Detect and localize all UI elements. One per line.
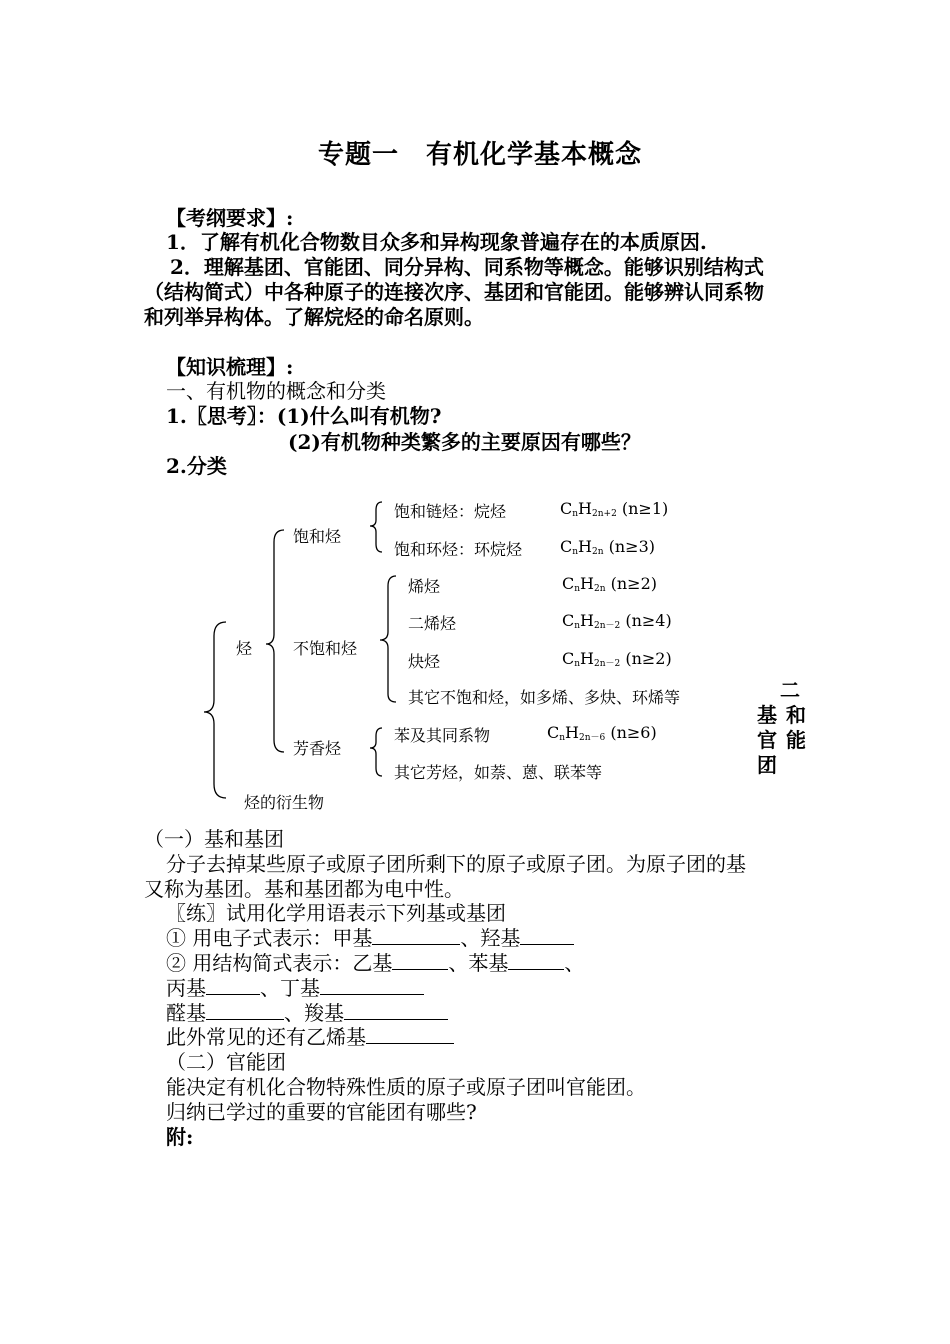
answer-blank[interactable] [206, 976, 260, 995]
side-char: 能 [786, 728, 806, 752]
exercise-text: ② 用结构简式表示：乙基 [166, 951, 393, 975]
answer-blank[interactable] [372, 926, 460, 945]
answer-blank[interactable] [508, 951, 564, 970]
saturated-brace [370, 502, 382, 552]
requirement-item-1: 1．了解有机化合物数目众多和异构现象普遍存在的本质原因. [166, 230, 707, 254]
row-name: 烯烃 [408, 577, 441, 596]
exercise-text: 、羧基 [284, 1001, 344, 1025]
side-char: 基 [757, 703, 777, 727]
row-name: 饱和环烃：环烷烃 [394, 540, 523, 559]
root-brace [204, 622, 226, 798]
page-title: 专题一 有机化学基本概念 [318, 140, 643, 170]
classification-heading: 2.分类 [166, 454, 227, 478]
answer-blank[interactable] [366, 1025, 454, 1044]
functional-line-2: 归纳已学过的重要的官能团有哪些? [166, 1100, 477, 1124]
exercise-text: 此外常见的还有乙烯基 [166, 1025, 366, 1049]
exercise-text: 、丁基 [260, 976, 320, 1000]
functional-heading: （二）官能团 [166, 1050, 286, 1074]
side-char: 团 [757, 753, 777, 777]
unsaturated-label: 不饱和烃 [293, 639, 358, 658]
answer-blank[interactable] [520, 926, 574, 945]
exercise-text: 丙基 [166, 976, 206, 1000]
think-question-2: (2)有机物种类繁多的主要原因有哪些？ [288, 430, 641, 454]
exercise-text: ① 用电子式表示：甲基 [166, 926, 373, 950]
exercise-text: 、 [564, 951, 585, 975]
derivative-label: 烃的衍生物 [244, 793, 325, 812]
root-label: 烃 [236, 639, 253, 658]
requirement-item-2-line-2: （结构简式）中各种原子的连接次序、基团和官能团。能够辨认同系物 [144, 280, 764, 304]
aromatic-label: 芳香烃 [293, 739, 342, 758]
row-formula: $C_nH_{2n+2}$ (n≥1) [560, 499, 669, 519]
requirements-heading: 【考纲要求】: [166, 206, 294, 230]
answer-blank[interactable] [392, 951, 448, 970]
think-question-1: 1.〖思考〗：(1)什么叫有机物? [166, 404, 442, 428]
exercise-text: 、羟基 [460, 926, 521, 950]
radicals-paragraph-line-2: 又称为基团。基和基团都为电中性。 [144, 877, 464, 901]
functional-line-3: 附: [166, 1125, 194, 1149]
requirement-item-2-line-3: 和列举异构体。了解烷烃的命名原则。 [144, 305, 484, 329]
side-char: 官 [757, 728, 777, 752]
row-name: 其它芳烃，如萘、蒽、联苯等 [394, 763, 603, 782]
answer-blank[interactable] [320, 976, 424, 995]
row-name: 其它不饱和烃，如多烯、多炔、环烯等 [408, 688, 681, 707]
functional-line-1: 能决定有机化合物特殊性质的原子或原子团叫官能团。 [166, 1075, 646, 1099]
side-char: 二 [780, 678, 800, 702]
saturated-label: 饱和烃 [293, 527, 342, 546]
row-formula: $C_nH_{2n}$ (n≥2) [562, 574, 657, 594]
radicals-paragraph-line-1: 分子去掉某些原子或原子团所剩下的原子或原子团。为原子团的基 [166, 852, 746, 876]
row-formula: $C_nH_{2n-6}$ (n≥6) [547, 723, 657, 743]
row-name: 二烯烃 [408, 614, 457, 633]
row-name: 饱和链烃：烷烃 [394, 502, 507, 521]
exercise-intro: 〖练〗试用化学用语表示下列基或基团 [166, 901, 506, 925]
exercise-text: 、苯基 [448, 951, 509, 975]
side-char: 和 [786, 703, 806, 727]
radicals-heading: （一）基和基团 [144, 827, 284, 851]
unsaturated-brace [380, 576, 396, 702]
row-name: 炔烃 [408, 652, 441, 671]
row-formula: $C_nH_{2n-2}$ (n≥2) [562, 649, 672, 669]
hydrocarbon-brace [266, 530, 284, 752]
aromatic-brace [370, 728, 382, 776]
section-1-heading: 一、有机物的概念和分类 [166, 379, 386, 403]
row-formula: $C_nH_{2n}$ (n≥3) [560, 537, 655, 557]
exercise-text: 醛基 [166, 1001, 206, 1025]
row-formula: $C_nH_{2n-2}$ (n≥4) [562, 611, 672, 631]
answer-blank[interactable] [206, 1001, 284, 1020]
row-name: 苯及其同系物 [394, 726, 491, 745]
requirement-item-2-line-1: 2．理解基团、官能团、同分异构、同系物等概念。能够识别结构式 [170, 255, 764, 279]
knowledge-heading: 【知识梳理】: [166, 355, 294, 379]
answer-blank[interactable] [344, 1001, 448, 1020]
